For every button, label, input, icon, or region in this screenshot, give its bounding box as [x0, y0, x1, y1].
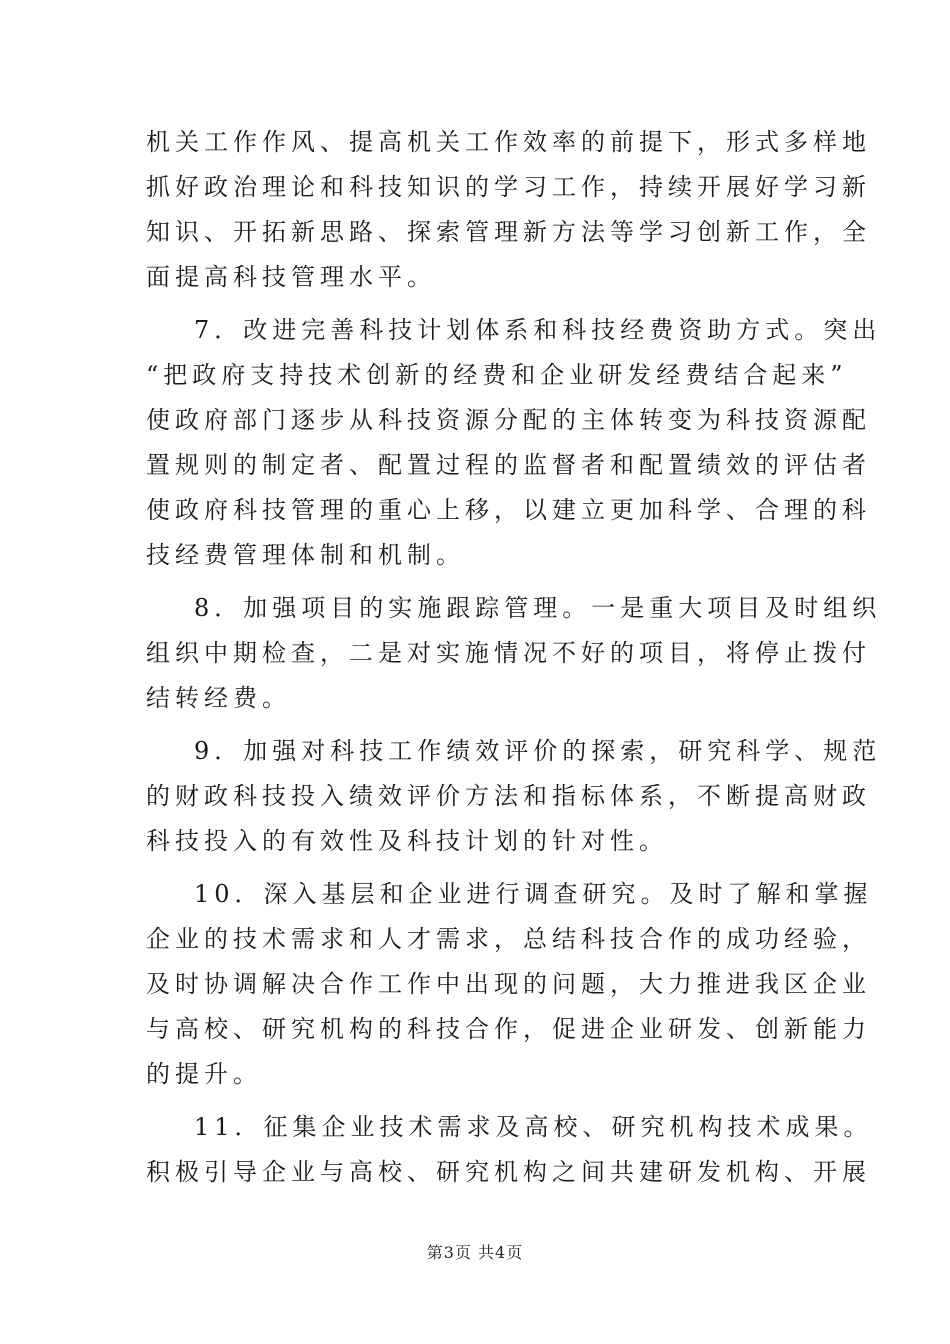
paragraph-item-8	[146, 586, 882, 721]
page-number-footer: 第3页 共4页	[426, 1243, 524, 1262]
text-line: 面提高科技管理水平。	[146, 263, 436, 291]
text-line: 10．深入基层和企业进行调查研究。及时了解和掌握	[194, 880, 873, 908]
text-line: 置规则的制定者、配置过程的监督者和配置绩效的评估者	[146, 451, 871, 479]
text-line: “把政府支持技术创新的经费和企业研发经费结合起来”	[146, 361, 848, 389]
text-line: 机关工作作风、提高机关工作效率的前提下，形式多样地	[146, 128, 871, 156]
text-line: 积极引导企业与高校、研究机构之间共建研发机构、开展	[146, 1158, 871, 1186]
text-line: 及时协调解决合作工作中出现的问题，大力推进我区企业	[146, 970, 871, 998]
text-line: 组织中期检查，二是对实施情况不好的项目，将停止拨付	[146, 639, 871, 667]
text-line: 9．加强对科技工作绩效评价的探索，研究科学、规范	[194, 737, 882, 765]
text-line: 知识、开拓新思路、探索管理新方法等学习创新工作，全	[146, 218, 871, 246]
text-line: 8．加强项目的实施跟踪管理。一是重大项目及时组织	[194, 594, 882, 622]
paragraph-item-10	[146, 872, 873, 1097]
text-line: 11．征集企业技术需求及高校、研究机构技术成果。	[194, 1113, 873, 1141]
text-line: 与高校、研究机构的科技合作，促进企业研发、创新能力	[146, 1015, 871, 1043]
paragraph-item-11	[146, 1105, 873, 1195]
text-line: 使政府部门逐步从科技资源分配的主体转变为科技资源配	[146, 406, 871, 434]
paragraph-item-9	[146, 729, 882, 864]
text-line: 企业的技术需求和人才需求，总结科技合作的成功经验，	[146, 925, 871, 953]
text-line: 结转经费。	[146, 684, 291, 712]
text-line: 科技投入的有效性及科技计划的针对性。	[146, 827, 668, 855]
paragraph-continuation	[146, 120, 871, 300]
text-line: 抓好政治理论和科技知识的学习工作，持续开展好学习新	[146, 173, 871, 201]
text-line: 的提升。	[146, 1060, 262, 1088]
text-line: 7．改进完善科技计划体系和科技经费资助方式。突出	[194, 316, 882, 344]
text-line: 使政府科技管理的重心上移，以建立更加科学、合理的科	[146, 496, 871, 524]
text-line: 的财政科技投入绩效评价方法和指标体系，不断提高财政	[146, 782, 871, 810]
document-body	[146, 120, 882, 1195]
paragraph-item-7	[146, 308, 882, 578]
text-line: 技经费管理体制和机制。	[146, 541, 465, 569]
